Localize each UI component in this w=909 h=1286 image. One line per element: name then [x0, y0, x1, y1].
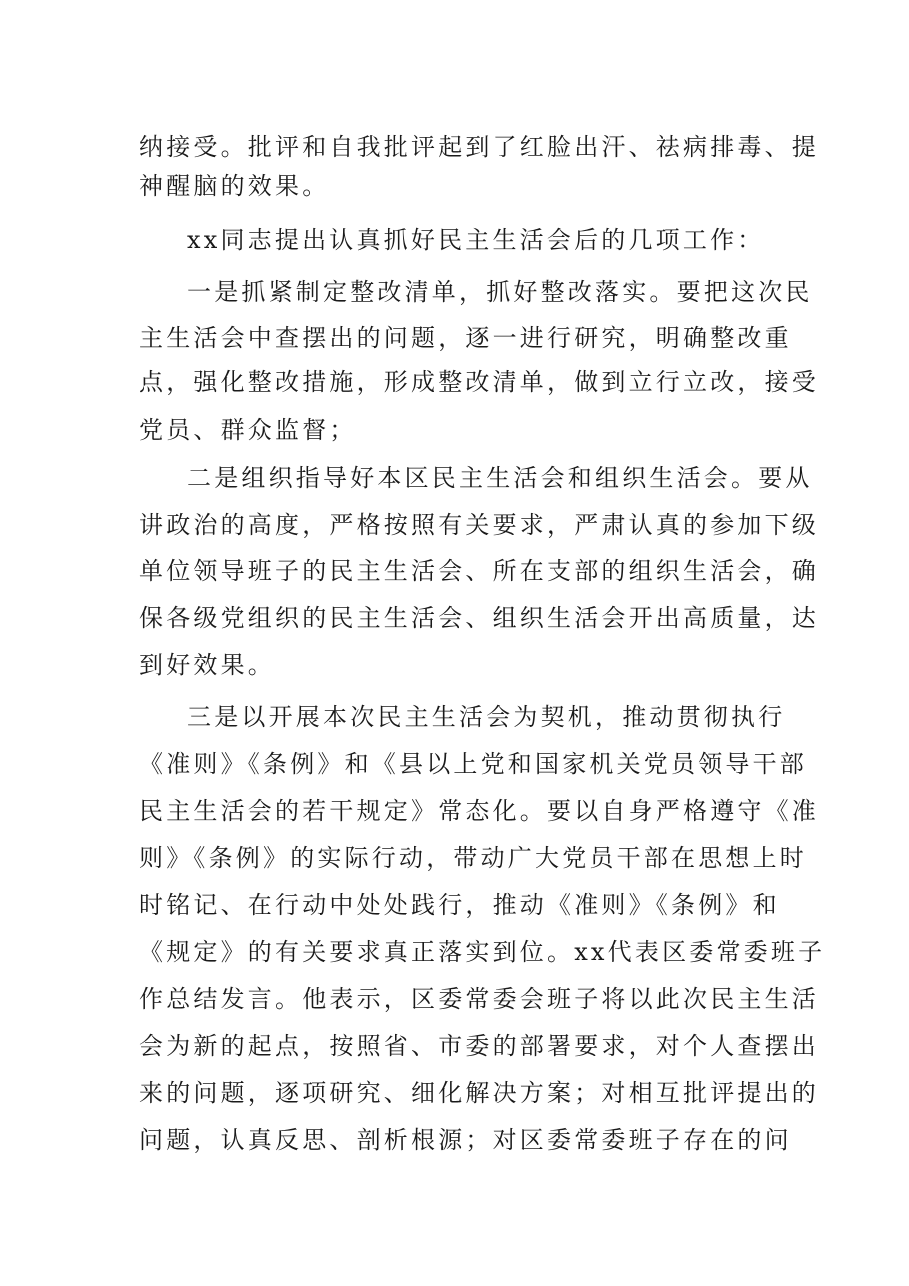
text-line: 点，强化整改措施，形成整改清单，做到立行立改，接受 — [139, 368, 819, 396]
text-line: 党员、群众监督； — [139, 416, 357, 444]
text-line: 一是抓紧制定整改清单，抓好整改落实。要把这次民 — [187, 278, 813, 306]
text-line: 纳接受。批评和自我批评起到了红脸出汗、祛病排毒、提 — [139, 133, 819, 161]
text-line: 则》《条例》的实际行动，带动广大党员干部在思想上时 — [139, 844, 807, 872]
text-line: 《规定》的有关要求真正落实到位。xx代表区委常委班子 — [139, 938, 826, 966]
text-line: 保各级党组织的民主生活会、组织生活会开出高质量，达 — [139, 604, 819, 632]
text-line: 到好效果。 — [139, 651, 275, 679]
text-line: 会为新的起点，按照省、市委的部署要求，对个人查摆出 — [139, 1032, 819, 1060]
text-line: 主生活会中查摆出的问题，逐一进行研究，明确整改重 — [139, 324, 792, 352]
text-line: xx同志提出认真抓好民主生活会后的几项工作： — [187, 226, 765, 254]
text-line: 神醒脑的效果。 — [139, 172, 330, 200]
text-line: 时铭记、在行动中处处践行，推动《准则》《条例》和 — [139, 891, 780, 919]
text-line: 民主生活会的若干规定》常态化。要以自身严格遵守《准 — [139, 797, 819, 825]
text-line: 作总结发言。他表示，区委常委会班子将以此次民主生活 — [139, 985, 819, 1013]
text-line: 《准则》《条例》和《县以上党和国家机关党员领导干部 — [139, 750, 807, 778]
text-line: 来的问题，逐项研究、细化解决方案；对相互批评提出的 — [139, 1079, 819, 1107]
text-line: 三是以开展本次民主生活会为契机，推动贯彻执行 — [187, 703, 786, 731]
text-line: 讲政治的高度，严格按照有关要求，严肃认真的参加下级 — [139, 511, 819, 539]
text-line: 单位领导班子的民主生活会、所在支部的组织生活会，确 — [139, 557, 819, 585]
text-line: 二是组织指导好本区民主生活会和组织生活会。要从 — [187, 464, 813, 492]
text-line: 问题，认真反思、剖析根源；对区委常委班子存在的问 — [139, 1126, 792, 1154]
